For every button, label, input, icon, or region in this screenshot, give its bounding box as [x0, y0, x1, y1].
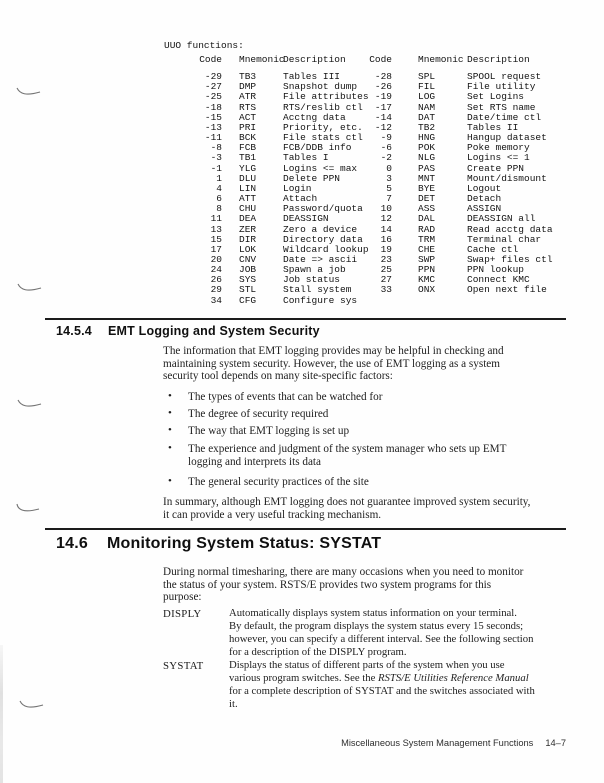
table-cell: 23: [380, 253, 392, 265]
bullet-text: The experience and judgment of the system manager who sets up EMT logging and interprets its data: [188, 443, 507, 468]
table-cell: Tables II: [467, 121, 519, 133]
table-row: [194, 214, 576, 224]
systat-intro-paragraph: During normal timesharing, there are many occasions when you need to monitor the status of your system. RSTS/E provides two system programs for this purpose:: [163, 566, 524, 604]
bullet-dot: •: [168, 442, 172, 454]
table-cell: 33: [380, 284, 392, 296]
table-cell: 29: [210, 284, 222, 296]
section-divider: [45, 528, 566, 530]
binding-mark: [16, 86, 42, 98]
table-cell: ASS: [418, 203, 436, 215]
table-cell: Date/time ctl: [467, 111, 542, 123]
bullet-item: [163, 425, 575, 438]
table-cell: TB1: [239, 152, 257, 164]
table-cell: File stats ctl: [283, 132, 363, 144]
table-cell: LIN: [239, 182, 257, 194]
bullet-item: [163, 476, 575, 489]
table-cell: DAT: [418, 111, 436, 123]
bullet-dot: •: [168, 390, 172, 402]
table-cell: CHE: [418, 243, 436, 255]
table-cell: Delete PPN: [283, 172, 341, 184]
col-header-code-2: Code: [369, 54, 392, 65]
table-cell: Tables III: [283, 71, 341, 83]
table-cell: 15: [210, 233, 222, 245]
table-cell: Password/quota: [283, 203, 363, 215]
table-cell: Mount/dismount: [467, 172, 547, 184]
section-title: EMT Logging and System Security: [108, 324, 320, 338]
program-entry-disply: [163, 607, 575, 659]
bullet-item: [163, 443, 575, 468]
table-cell: 13: [210, 223, 222, 235]
binding-mark: [15, 503, 41, 515]
table-cell: JOB: [239, 264, 257, 276]
table-cell: 4: [216, 182, 222, 194]
table-cell: TRM: [418, 233, 436, 245]
table-cell: Logins <= 1: [467, 152, 530, 164]
table-cell: Priority, etc.: [283, 121, 363, 133]
table-cell: 17: [210, 243, 222, 255]
binding-mark: [19, 699, 45, 711]
table-cell: SPL: [418, 71, 436, 83]
table-cell: 3: [386, 172, 392, 184]
table-cell: Zero a device: [283, 223, 358, 235]
table-cell: YLG: [239, 162, 257, 174]
program-entry-systat: [163, 659, 575, 711]
table-cell: CHU: [239, 203, 257, 215]
table-cell: 7: [386, 193, 392, 205]
table-cell: Tables I: [283, 152, 329, 164]
table-cell: DMP: [239, 81, 257, 93]
table-cell: Logout: [467, 182, 502, 194]
table-cell: Wildcard lookup: [283, 243, 369, 255]
table-cell: Detach: [467, 193, 502, 205]
table-cell: -13: [204, 121, 222, 133]
table-cell: SWP: [418, 253, 436, 265]
table-cell: ATR: [239, 91, 257, 103]
table-cell: [366, 296, 392, 306]
table-cell: Stall system: [283, 284, 352, 296]
emt-summary-paragraph: In summary, although EMT logging does not guarantee improved system security, it can provide a very useful tracking mechanism.: [163, 496, 531, 521]
table-cell: File utility: [467, 81, 536, 93]
table-cell: ASSIGN: [467, 203, 502, 215]
table-cell: Swap+ files ctl: [467, 253, 553, 265]
table-cell: Date => ascii: [283, 253, 358, 265]
table-cell: Snapshot dump: [283, 81, 358, 93]
table-cell: ZER: [239, 223, 257, 235]
table-cell: -1: [210, 162, 222, 174]
table-cell: -18: [204, 101, 222, 113]
table-cell: ONX: [418, 284, 436, 296]
table-cell: Configure sys: [283, 294, 358, 306]
bullet-text: The degree of security required: [188, 408, 329, 420]
table-cell: BCK: [239, 132, 257, 144]
table-cell: LOK: [239, 243, 257, 255]
program-description: Automatically displays system status information on your terminal. By default, the program displays the system status every 15 seconds; however, you can specify a different interval. See the following section for a description of the DISPLY program.: [229, 607, 534, 658]
program-description: Displays the status of different parts of the system when you use various program switches. See the RSTS/E Utilities Reference Manual for a complete description of SYSTAT and the switches associated with it.: [229, 659, 535, 710]
table-cell: Read acctg data: [467, 223, 553, 235]
table-cell: -6: [380, 142, 392, 154]
table-cell: 5: [386, 182, 392, 194]
table-cell: Open next file: [467, 284, 547, 296]
table-cell: DAL: [418, 213, 436, 225]
table-cell: -12: [374, 121, 392, 133]
table-cell: KMC: [418, 274, 436, 286]
table-cell: SYS: [239, 274, 257, 286]
bullet-dot: •: [168, 424, 172, 436]
program-term: DISPLY: [163, 608, 202, 620]
table-cell: Hangup dataset: [467, 132, 547, 144]
table-cell: Cache ctl: [467, 243, 519, 255]
table-cell: HNG: [418, 132, 436, 144]
table-cell: 14: [380, 223, 392, 235]
table-cell: Logins <= max: [283, 162, 358, 174]
table-cell: -3: [210, 152, 222, 164]
table-cell: RTS/reslib ctl: [283, 101, 363, 113]
table-cell: Poke memory: [467, 142, 530, 154]
uuo-functions-table: [194, 55, 576, 306]
binding-mark: [17, 282, 43, 294]
section-number: 14.5.4: [56, 324, 92, 338]
bullet-dot: •: [168, 475, 172, 487]
table-cell: FIL: [418, 81, 436, 93]
table-cell: SPOOL request: [467, 71, 542, 83]
table-cell: STL: [239, 284, 257, 296]
table-cell: 10: [380, 203, 392, 215]
program-term: SYSTAT: [163, 660, 204, 672]
table-cell: Acctng data: [283, 111, 346, 123]
table-cell: Directory data: [283, 233, 363, 245]
table-cell: -8: [210, 142, 222, 154]
bullet-text: The way that EMT logging is set up: [188, 425, 350, 437]
footer-chapter-title: Miscellaneous System Management Functions: [341, 738, 534, 748]
table-cell: ACT: [239, 111, 257, 123]
table-cell: NAM: [418, 101, 436, 113]
section-divider: [45, 318, 566, 320]
table-header-row: [194, 55, 576, 72]
section-number: 14.6: [56, 535, 88, 552]
footer-page-number: 14–7: [545, 738, 566, 748]
table-cell: [392, 296, 464, 306]
table-row: [194, 296, 576, 306]
emt-intro-paragraph: The information that EMT logging provides may be helpful in checking and maintaining system security. However, the use of EMT logging as a system security tool depends on many site-specific factors:: [163, 345, 504, 383]
table-cell: 12: [380, 213, 392, 225]
table-cell: 16: [380, 233, 392, 245]
table-cell: RTS: [239, 101, 257, 113]
table-cell: TB3: [239, 71, 257, 83]
col-header-mnemonic-2: Mnemonic: [418, 54, 464, 65]
table-cell: PPN: [418, 264, 436, 276]
table-cell: Spawn a job: [283, 264, 346, 276]
table-cell: 8: [216, 203, 222, 215]
table-cell: DEASSIGN: [283, 213, 329, 225]
table-cell: 0: [386, 162, 392, 174]
table-cell: CNV: [239, 253, 257, 265]
table-cell: -2: [380, 152, 392, 164]
table-cell: FCB/DDB info: [283, 142, 352, 154]
table-cell: -9: [380, 132, 392, 144]
table-cell: TB2: [418, 121, 436, 133]
table-cell: -14: [374, 111, 392, 123]
section-heading-systat: [56, 535, 381, 553]
table-cell: -28: [374, 71, 392, 83]
table-cell: Terminal char: [467, 233, 542, 245]
table-cell: 6: [216, 193, 222, 205]
table-cell: LOG: [418, 91, 436, 103]
table-cell: 24: [210, 264, 222, 276]
table-cell: -15: [204, 111, 222, 123]
bullet-text: The types of events that can be watched for: [188, 391, 383, 403]
table-cell: 25: [380, 264, 392, 276]
table-cell: 19: [380, 243, 392, 255]
table-cell: [464, 296, 576, 306]
table-cell: Set Logins: [467, 91, 525, 103]
table-cell: Attach: [283, 193, 318, 205]
table-cell: POK: [418, 142, 436, 154]
bullet-item: [163, 391, 575, 404]
table-cell: -19: [374, 91, 392, 103]
section-title: Monitoring System Status: SYSTAT: [107, 535, 382, 552]
table-cell: MNT: [418, 172, 436, 184]
table-cell: 26: [210, 274, 222, 286]
table-cell: DLU: [239, 172, 257, 184]
table-cell: PAS: [418, 162, 436, 174]
col-header-code-1: Code: [199, 54, 222, 65]
col-header-description-2: Description: [467, 54, 530, 65]
table-cell: RAD: [418, 223, 436, 235]
table-cell: NLG: [418, 152, 436, 164]
table-cell: CFG: [239, 294, 257, 306]
table-cell: 1: [216, 172, 222, 184]
binding-mark: [17, 398, 43, 410]
table-cell: -29: [204, 71, 222, 83]
table-cell: Login: [283, 182, 312, 194]
section-heading-emt: [56, 324, 320, 338]
table-cell: BYE: [418, 182, 436, 194]
table-cell: Connect KMC: [467, 274, 530, 286]
table-cell: -25: [204, 91, 222, 103]
col-header-mnemonic-1: Mnemonic: [239, 54, 285, 65]
table-cell: PRI: [239, 121, 257, 133]
table-cell: Create PPN: [467, 162, 525, 174]
table-cell: -11: [204, 132, 222, 144]
table-cell: DEASSIGN all: [467, 213, 536, 225]
uuo-functions-label: UUO functions:: [164, 40, 244, 51]
col-header-description-1: Description: [283, 54, 346, 65]
table-cell: 34: [210, 294, 222, 306]
page-edge-shadow: [0, 645, 3, 783]
table-cell: 20: [210, 253, 222, 265]
table-cell: DIR: [239, 233, 257, 245]
table-cell: DET: [418, 193, 436, 205]
bullet-item: [163, 408, 575, 421]
table-cell: -26: [374, 81, 392, 93]
table-cell: ATT: [239, 193, 257, 205]
table-cell: 27: [380, 274, 392, 286]
table-cell: FCB: [239, 142, 257, 154]
table-cell: Set RTS name: [467, 101, 536, 113]
table-cell: DEA: [239, 213, 257, 225]
bullet-dot: •: [168, 407, 172, 419]
bullet-text: The general security practices of the site: [188, 476, 369, 488]
table-cell: Job status: [283, 274, 341, 286]
table-cell: 11: [210, 213, 222, 225]
table-cell: PPN lookup: [467, 264, 525, 276]
table-cell: -27: [204, 81, 222, 93]
table-cell: -17: [374, 101, 392, 113]
page-footer: [341, 738, 566, 748]
table-cell: File attributes: [283, 91, 369, 103]
